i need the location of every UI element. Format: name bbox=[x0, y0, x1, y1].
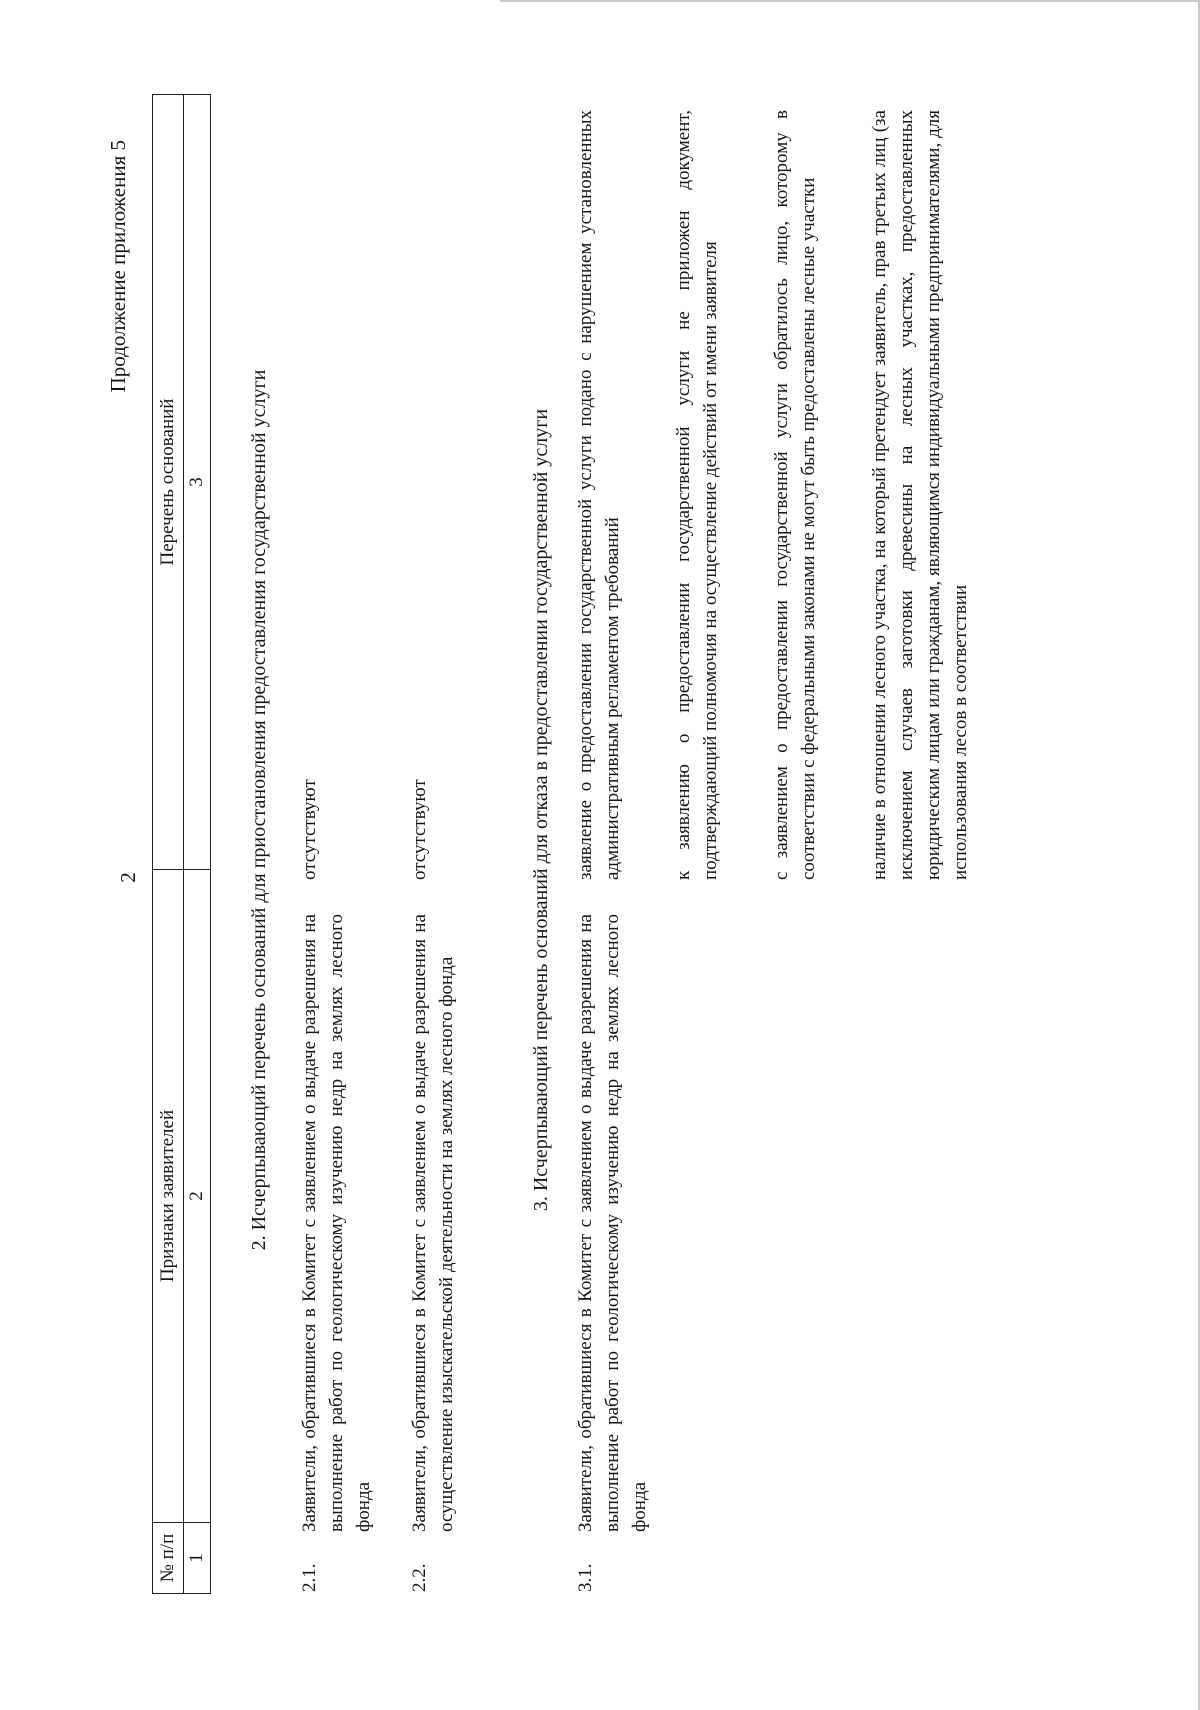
header-grounds: Перечень оснований bbox=[153, 95, 184, 870]
column-number: 3 bbox=[184, 95, 211, 870]
applicant-sign: Заявители, обратившиеся в Комитет с заявлением о выдаче разрешения на выполнение работ по геологическому изучению недр на землях лесного фонда bbox=[575, 914, 650, 1532]
section-3-title: 3. Исчерпывающий перечень оснований для отказа в предоставлении государственной услуги bbox=[530, 408, 552, 1212]
column-number: 1 bbox=[184, 1523, 211, 1594]
applicant-sign: Заявители, обратившиеся в Комитет с заявлением о выдаче разрешения на осуществление изыскательской деятельности на землях лесного фонда bbox=[409, 914, 457, 1532]
table-header-row bbox=[153, 95, 184, 1594]
rotated-page-content bbox=[106, 100, 1126, 1600]
section-2-title: 2. Исчерпывающий перечень оснований для приостановления предоставления государственной услуги bbox=[248, 369, 270, 1251]
grounds-text: отсутствуют bbox=[299, 779, 320, 880]
grounds-text: отсутствуют bbox=[409, 779, 430, 880]
header-num: № п/п bbox=[153, 1523, 184, 1594]
header-applicant-signs: Признаки заявителей bbox=[153, 870, 184, 1523]
grounds-list bbox=[572, 110, 1018, 880]
row-number: 2.2. bbox=[409, 1563, 430, 1592]
table-column-numbers bbox=[184, 95, 211, 1594]
row-number: 2.1. bbox=[299, 1563, 320, 1592]
page-number: 2 bbox=[115, 872, 140, 883]
header-table bbox=[152, 94, 211, 1594]
row-number: 3.1. bbox=[575, 1563, 596, 1592]
grounds-item: с заявлением о предоставлении государственной услуги обратилось лицо, которому в соответствии с федеральными законами не могут быть предоставлены лесные участки bbox=[771, 110, 819, 880]
column-number: 2 bbox=[184, 870, 211, 1523]
grounds-item: наличие в отношении лесного участка, на который претендует заявитель, прав третьих лиц (за исключением случаев заготовки древесины на лесных участках, предоставленных юридическим лицам или гражданам, являющимся индивидуальными предпринимателями, для использования лесов в соответствии bbox=[869, 110, 971, 880]
grounds-item: к заявлению о предоставлении государственной услуги не приложен документ, подтверждающий полномочия на осуществление действий от имени заявителя bbox=[673, 110, 721, 880]
applicant-sign: Заявители, обратившиеся в Комитет с заявлением о выдаче разрешения на выполнение работ по геологическому изучению недр на землях лесного фонда bbox=[299, 914, 374, 1532]
scan-artifact-top bbox=[500, 0, 1200, 2]
grounds-item: заявление о предоставлении государственной услуги подано с нарушением установленных административным регламентом требований bbox=[575, 110, 623, 880]
continuation-title: Продолжение приложения 5 bbox=[106, 140, 130, 393]
